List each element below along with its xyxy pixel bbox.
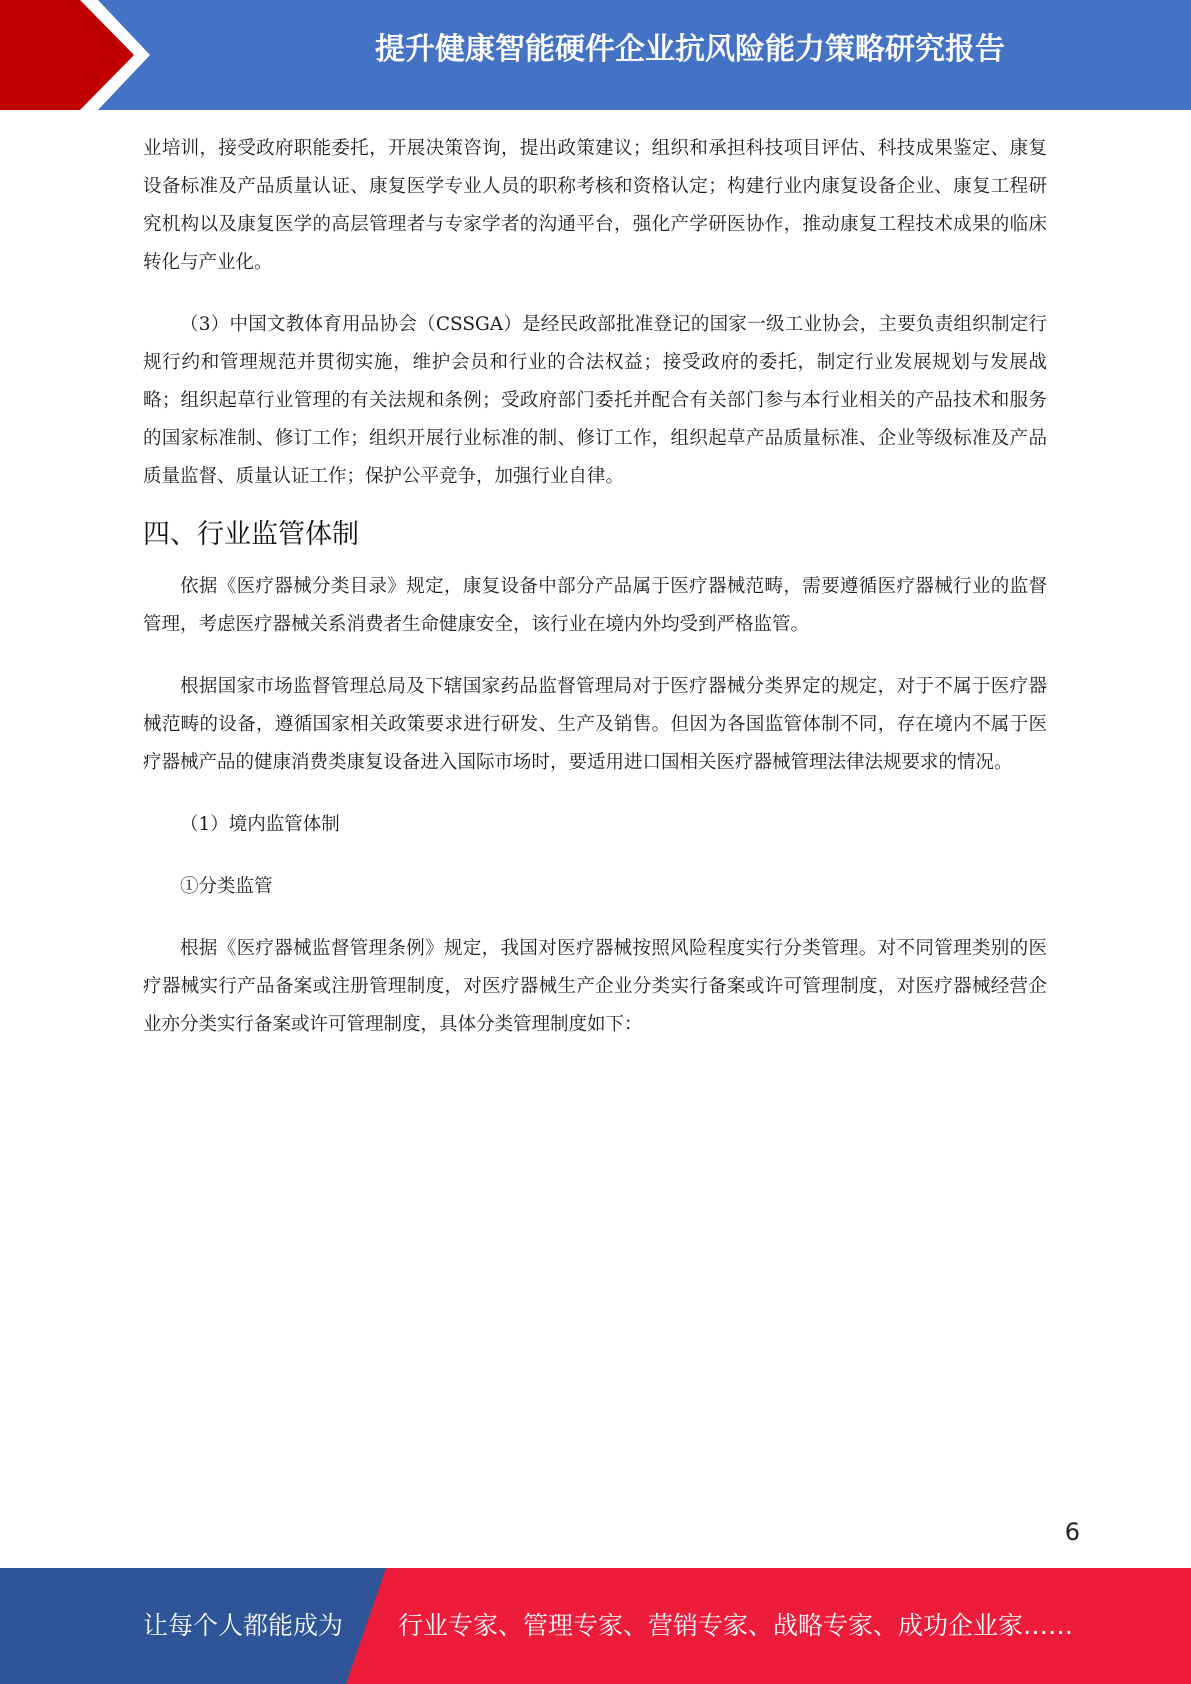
page-number: 6 bbox=[1064, 1518, 1080, 1546]
footer-slogan-left: 让每个人都能成为 bbox=[143, 1611, 344, 1640]
paragraph-4: 根据国家市场监督管理总局及下辖国家药品监督管理局对于医疗器械分类界定的规定，对于不属于医疗器械范畴的设备，遵循国家相关政策要求进行研发、生产及销售。但因为各国监管体制不同，存在境内不属于医疗器械产品的健康消费类康复设备进入国际市场时，要适用进口国相关医疗器械管理法律法规要求的情况。 bbox=[143, 676, 1047, 773]
footer-slogan-right: 行业专家、管理专家、营销专家、战略专家、成功企业家…… bbox=[398, 1611, 1074, 1640]
page-header bbox=[0, 0, 1191, 110]
paragraph-1: 业培训，接受政府职能委托，开展决策咨询，提出政策建议；组织和承担科技项目评估、科技成果鉴定、康复设备标准及产品质量认证、康复医学专业人员的职称考核和资格认定；构建行业内康复设备企业、康复工程研究机构以及康复医学的高层管理者与专家学者的沟通平台，强化产学研医协作，推动康复工程技术成果的临床转化与产业化。 bbox=[143, 138, 1047, 273]
paragraph-3: 依据《医疗器械分类目录》规定，康复设备中部分产品属于医疗器械范畴，需要遵循医疗器械行业的监督管理，考虑医疗器械关系消费者生命健康安全，该行业在境内外均受到严格监管。 bbox=[143, 576, 1047, 635]
document-body bbox=[143, 130, 1047, 1044]
report-title: 提升健康智能硬件企业抗风险能力策略研究报告 bbox=[375, 32, 1005, 67]
subheading-classification: ①分类监管 bbox=[180, 876, 273, 897]
paragraph-7: 根据《医疗器械监督管理条例》规定，我国对医疗器械按照风险程度实行分类管理。对不同管理类别的医疗器械实行产品备案或注册管理制度，对医疗器械生产企业分类实行备案或许可管理制度，对医疗器械经营企业亦分类实行备案或许可管理制度，具体分类管理制度如下： bbox=[143, 938, 1047, 1035]
page-footer bbox=[0, 1568, 1191, 1684]
section-heading: 四、行业监管体制 bbox=[143, 519, 359, 550]
subheading-domestic: （1）境内监管体制 bbox=[180, 814, 340, 835]
paragraph-2: （3）中国文教体育用品协会（CSSGA）是经民政部批准登记的国家一级工业协会，主要负责组织制定行规行约和管理规范并贯彻实施，维护会员和行业的合法权益；接受政府的委托，制定行业发展规划与发展战略；组织起草行业管理的有关法规和条例；受政府部门委托并配合有关部门参与本行业相关的产品技术和服务的国家标准制、修订工作；组织开展行业标准的制、修订工作，组织起草产品质量标准、企业等级标准及产品质量监督、质量认证工作；保护公平竞争，加强行业自律。 bbox=[143, 314, 1047, 487]
